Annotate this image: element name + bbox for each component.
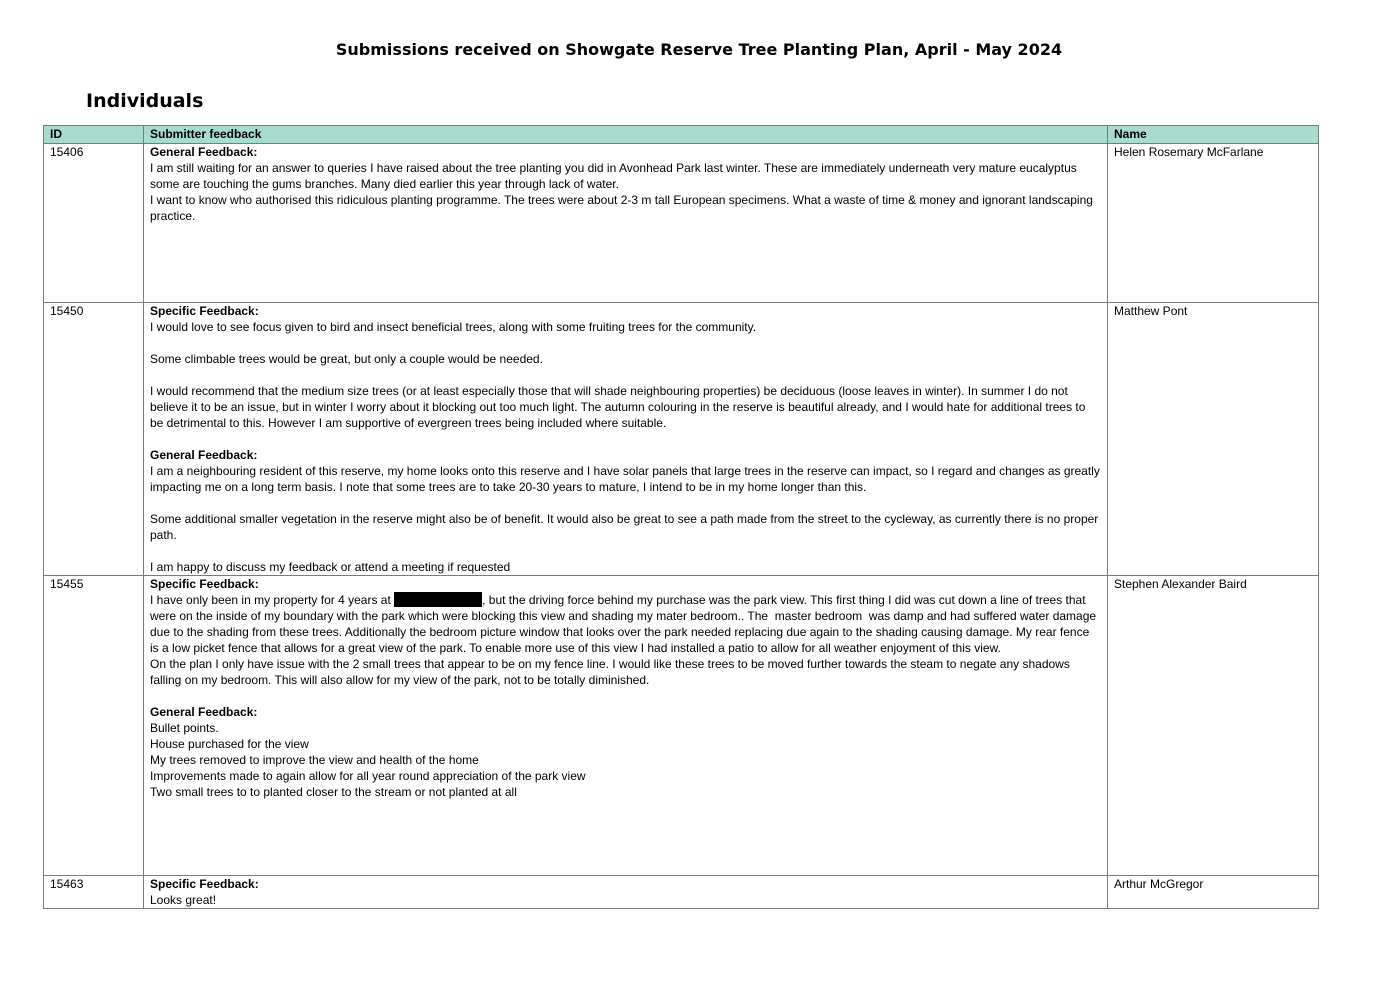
feedback-paragraph: I would love to see focus given to bird and insect beneficial trees, along with some fruiting trees for the community. [150, 320, 757, 334]
header-name: Name [1108, 126, 1319, 144]
feedback-label: Specific Feedback: [150, 304, 259, 318]
header-feedback: Submitter feedback [144, 126, 1108, 144]
feedback-paragraph: Looks great! [150, 893, 217, 907]
feedback-paragraph: On the plan I only have issue with the 2 small trees that appear to be on my fence line. I would like these trees to be moved further towards the steam to negate any shadows falling on my bedroom. This will also allow for my view of the park, not to be totally diminished. [150, 657, 1074, 687]
table-header-row [44, 126, 1319, 144]
redaction-bar [394, 592, 482, 607]
feedback-label: Specific Feedback: [150, 877, 259, 891]
paragraph-text-after-redaction: , but the driving force behind my purchase was the park view. This first thing I did was cut down a line of trees that were on the inside of my boundary with the park which were blocking this view and shading my mater bedroom.. The master bedroom was damp and had suffered water damage due to the shading from these trees. Additionally the bedroom picture window that looks over the park needed replacing due again to the shading causing damage. My rear fence is a low picket fence that allows for a great view of the park. To enable more use of this view I had installed a patio to allow for all weather enjoyment of this view. [150, 593, 1100, 655]
feedback-paragraph: I am a neighbouring resident of this reserve, my home looks onto this reserve and I have solar panels that large trees in the reserve can impact, so I regard and changes as greatly impacting me on a long term basis. I note that some trees are to take 20-30 years to mature, I intend to be in my home longer than this. [150, 464, 1104, 494]
table-row [44, 303, 1319, 576]
feedback-paragraph: I am still waiting for an answer to queries I have raised about the tree planting you did in Avonhead Park last winter. These are immediately underneath very mature eucalyptus some are touching the gums branches. Many died earlier this year through lack of water. [150, 161, 1081, 191]
row-feedback [144, 303, 1108, 576]
blank-line [150, 367, 1101, 383]
feedback-label: General Feedback: [150, 145, 258, 159]
feedback-paragraph: House purchased for the view [150, 737, 309, 751]
row-id: 15406 [44, 144, 144, 303]
paragraph-text-before-redaction: I have only been in my property for 4 years at [150, 593, 395, 607]
submissions-table [43, 125, 1319, 909]
row-feedback [144, 876, 1108, 909]
header-id: ID [44, 126, 144, 144]
table-row [44, 876, 1319, 909]
feedback-label: General Feedback: [150, 448, 258, 462]
row-name: Arthur McGregor [1108, 876, 1319, 909]
row-name: Helen Rosemary McFarlane [1108, 144, 1319, 303]
row-id: 15455 [44, 576, 144, 876]
feedback-paragraph: Bullet points. [150, 721, 219, 735]
blank-line [150, 431, 1101, 447]
feedback-paragraph: I am happy to discuss my feedback or attend a meeting if requested [150, 560, 511, 574]
feedback-paragraph [150, 592, 1101, 656]
feedback-label: General Feedback: [150, 705, 258, 719]
blank-line [150, 688, 1101, 704]
feedback-paragraph: My trees removed to improve the view and health of the home [150, 753, 479, 767]
table-row [44, 144, 1319, 303]
blank-line [150, 335, 1101, 351]
row-id: 15450 [44, 303, 144, 576]
feedback-paragraph: I want to know who authorised this ridiculous planting programme. The trees were about 2-3 m tall European specimens. What a waste of time & money and ignorant landscaping practice. [150, 193, 1097, 223]
feedback-paragraph: I would recommend that the medium size trees (or at least especially those that will shade neighbouring properties) be deciduous (loose leaves in winter). In summer I do not believe it to be an issue, but in winter I worry about it blocking out too much light. The autumn colouring in the reserve is beautiful already, and I would hate for additional trees to be detrimental to this. However I am supportive of evergreen trees being included where suitable. [150, 384, 1089, 430]
feedback-label: Specific Feedback: [150, 577, 259, 591]
row-feedback [144, 144, 1108, 303]
row-name: Matthew Pont [1108, 303, 1319, 576]
feedback-paragraph: Improvements made to again allow for all year round appreciation of the park view [150, 769, 586, 783]
blank-line [150, 495, 1101, 511]
feedback-paragraph: Two small trees to to planted closer to the stream or not planted at all [150, 785, 517, 799]
row-name: Stephen Alexander Baird [1108, 576, 1319, 876]
feedback-paragraph: Some climbable trees would be great, but only a couple would be needed. [150, 352, 543, 366]
blank-line [150, 543, 1101, 559]
feedback-paragraph: Some additional smaller vegetation in the reserve might also be of benefit. It would also be great to see a path made from the street to the cycleway, as currently there is no proper path. [150, 512, 1102, 542]
table-row [44, 576, 1319, 876]
row-id: 15463 [44, 876, 144, 909]
row-feedback [144, 576, 1108, 876]
document-title: Submissions received on Showgate Reserve Tree Planting Plan, April - May 2024 [335, 40, 1063, 59]
section-heading: Individuals [86, 90, 204, 112]
